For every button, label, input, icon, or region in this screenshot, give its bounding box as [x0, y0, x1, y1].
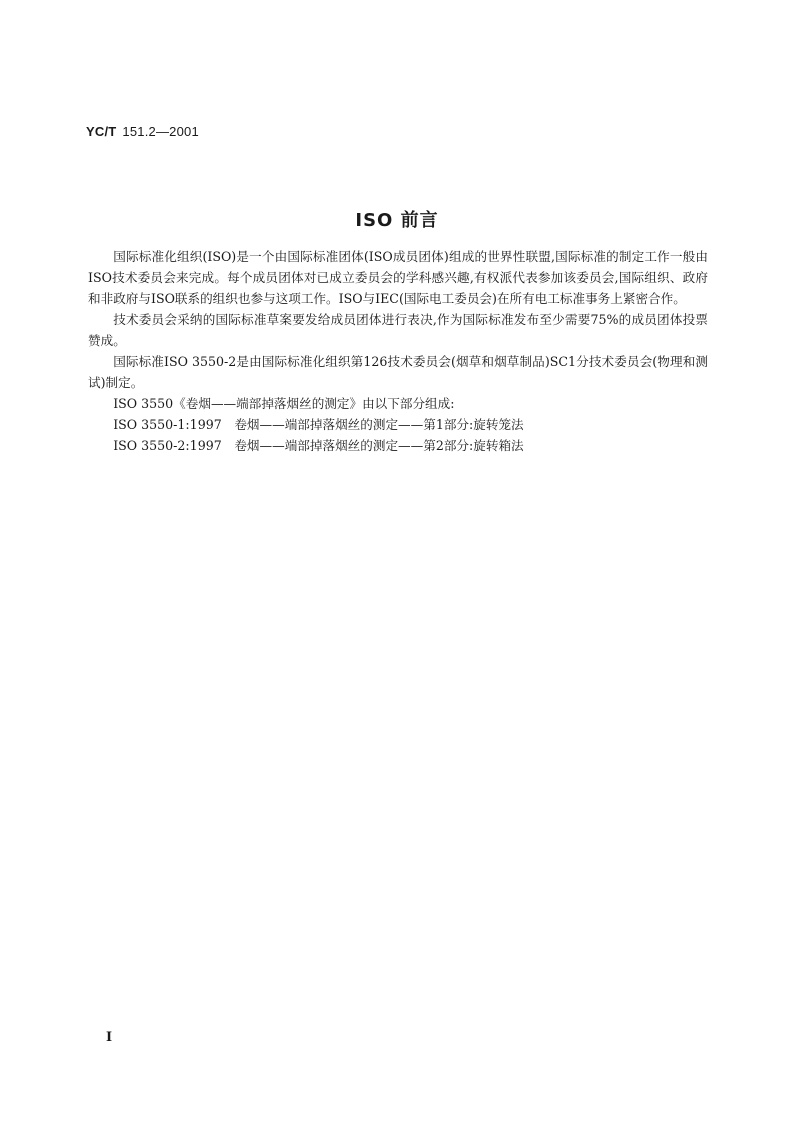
list-item: ISO 3550-1:1997 卷烟——端部掉落烟丝的测定——第1部分:旋转笼法: [113, 417, 524, 432]
foreword-body: [88, 246, 708, 456]
page-number: I: [106, 1030, 113, 1045]
standard-num: 151.2—2001: [122, 124, 199, 139]
paragraph: 国际标准化组织(ISO)是一个由国际标准团体(ISO成员团体)组成的世界性联盟,国际标准的制定工作一般由ISO技术委员会来完成。每个成员团体对已成立委员会的学科感兴趣,有权派代表参加该委员会,国际组织、政府和非政府与ISO联系的组织也参与这项工作。ISO与IEC(国际电工委员会)在所有电工标准事务上紧密合作。: [88, 249, 708, 306]
standard-code: YC/T: [86, 124, 117, 139]
paragraph: ISO 3550《卷烟——端部掉落烟丝的测定》由以下部分组成:: [113, 396, 455, 411]
paragraph: 技术委员会采纳的国际标准草案要发给成员团体进行表决,作为国际标准发布至少需要75%的成员团体投票赞成。: [88, 312, 708, 348]
paragraph: 国际标准ISO 3550-2是由国际标准化组织第126技术委员会(烟草和烟草制品)SC1分技术委员会(物理和测试)制定。: [88, 354, 708, 390]
page-title: ISO 前言: [355, 210, 439, 231]
standard-number: [86, 124, 199, 139]
list-item: ISO 3550-2:1997 卷烟——端部掉落烟丝的测定——第2部分:旋转箱法: [113, 438, 524, 453]
